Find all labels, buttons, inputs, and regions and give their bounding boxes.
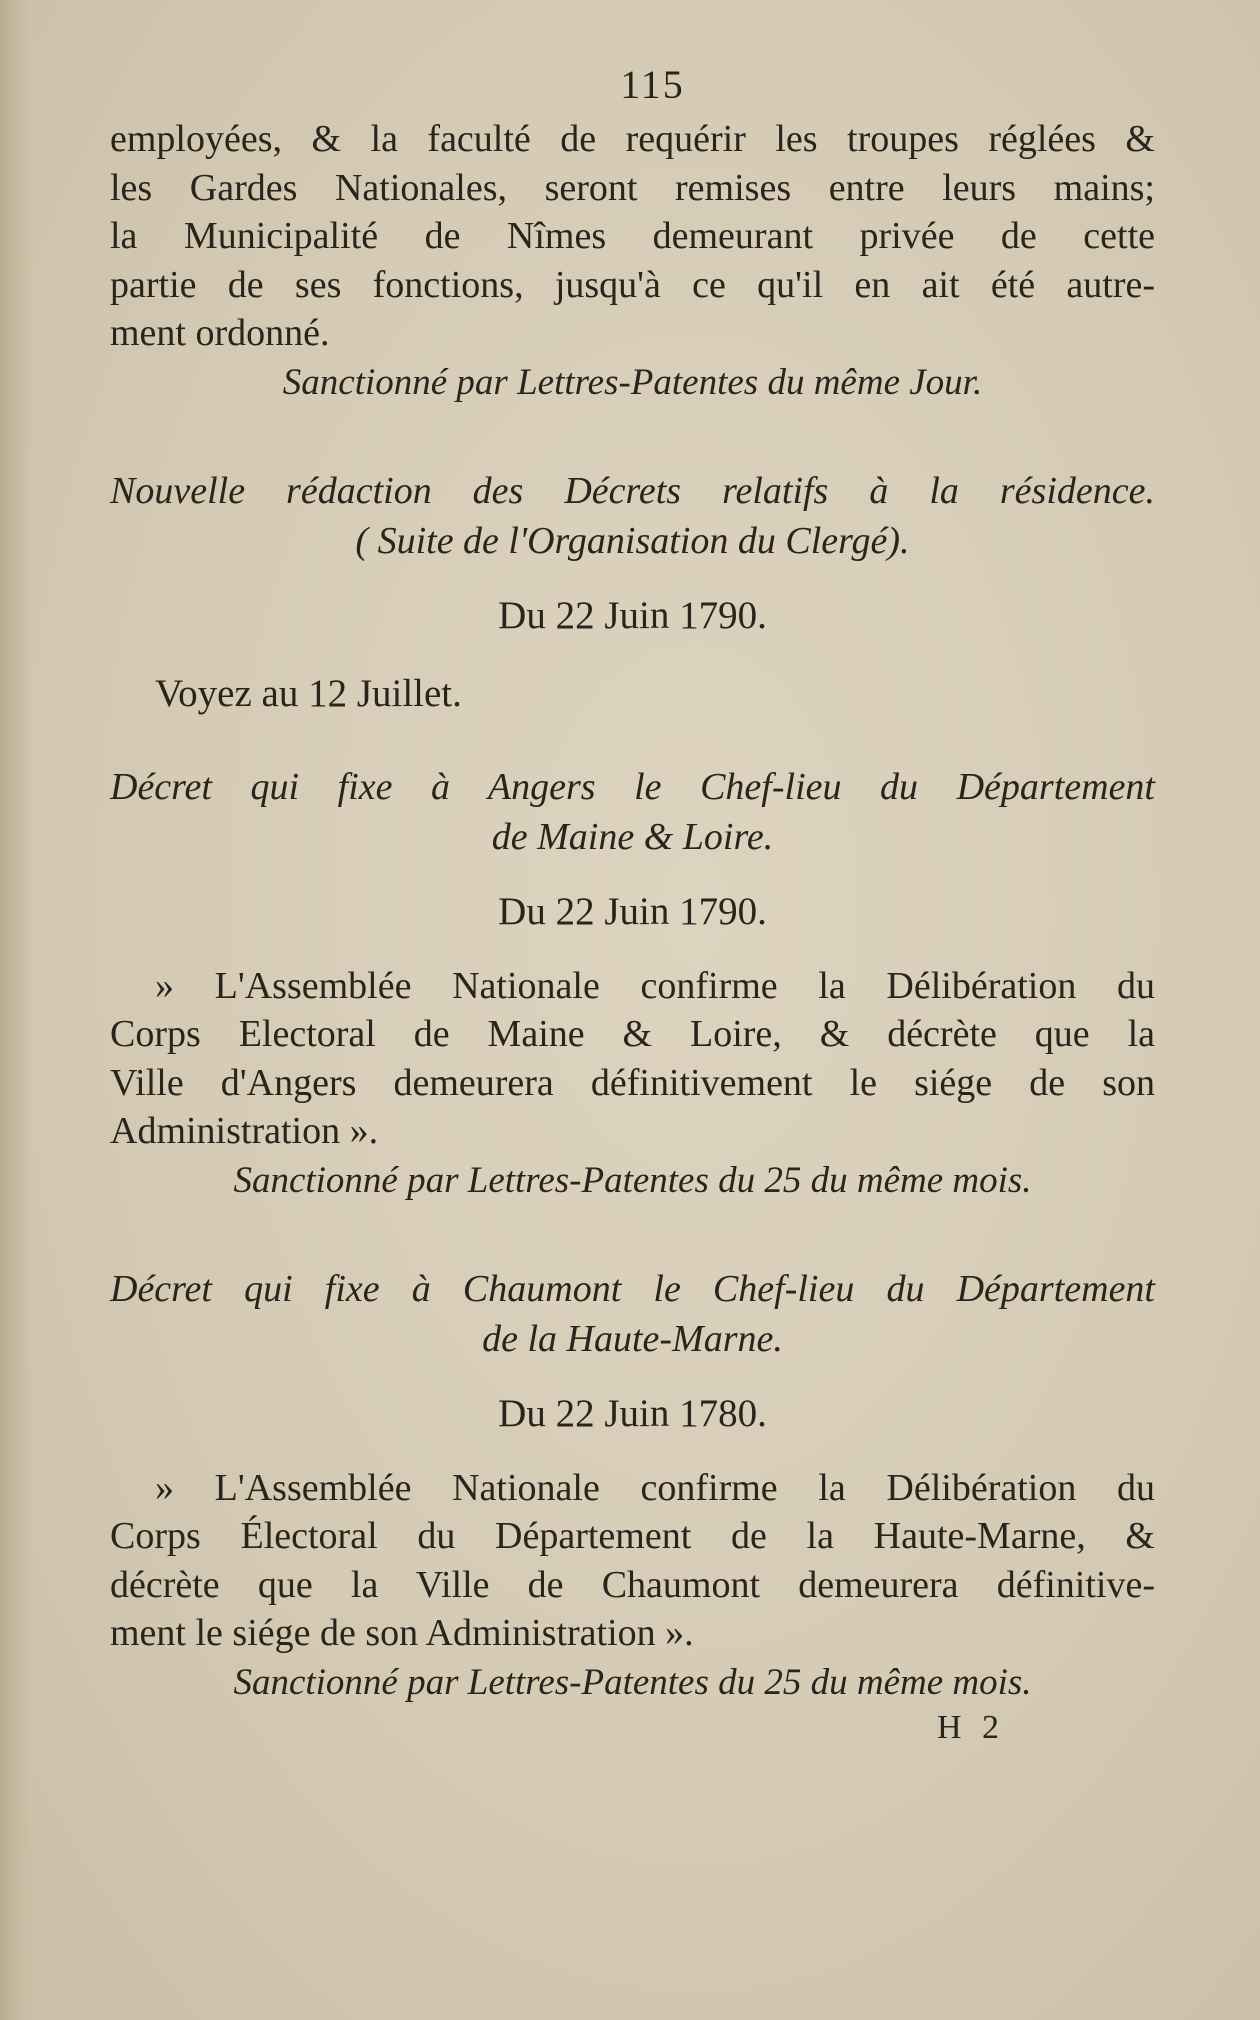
cross-reference: Voyez au 12 Juillet. — [155, 671, 462, 715]
text-line: » L'Assemblée Nationale confirme la Délibération du — [155, 964, 1155, 1007]
decree-paragraph — [110, 1464, 1155, 1658]
decree-date: Du 22 Juin 1790. — [498, 593, 767, 637]
heading-line: ( Suite de l'Organisation du Clergé). — [355, 519, 910, 562]
sanction-line: Sanctionné par Lettres-Patentes du 25 du même mois. — [233, 1661, 1032, 1703]
decree-date: Du 22 Juin 1780. — [498, 1391, 767, 1435]
section-heading — [110, 762, 1155, 862]
text-line: partie de ses fonctions, jusqu'à ce qu'il en ait été autre- — [110, 263, 1155, 306]
heading-line: Décret qui fixe à Chaumont le Chef-lieu du Département — [110, 1267, 1155, 1310]
text-block — [110, 55, 1155, 1748]
text-line: Administration ». — [110, 1110, 379, 1152]
heading-line: de Maine & Loire. — [491, 815, 774, 858]
heading-line: Nouvelle rédaction des Décrets relatifs à la résidence. — [110, 469, 1155, 512]
sanction-line: Sanctionné par Lettres-Patentes du 25 du même mois. — [233, 1159, 1032, 1201]
text-line: » L'Assemblée Nationale confirme la Délibération du — [155, 1466, 1155, 1509]
section-heading — [110, 1264, 1155, 1364]
text-line: Corps Électoral du Département de la Haute-Marne, & — [110, 1515, 1155, 1557]
text-line: ment ordonné. — [110, 312, 330, 354]
signature-mark: H 2 — [936, 1708, 1005, 1746]
text-line: la Municipalité de Nîmes demeurant privée de cette — [110, 215, 1155, 257]
opening-paragraph — [110, 115, 1155, 358]
heading-line: Décret qui fixe à Angers le Chef-lieu du Département — [110, 765, 1155, 808]
sanction-line: Sanctionné par Lettres-Patentes du même Jour. — [282, 361, 983, 403]
text-line: décrète que la Ville de Chaumont demeurera définitive- — [110, 1563, 1155, 1606]
heading-line: de la Haute-Marne. — [482, 1317, 783, 1360]
decree-paragraph — [110, 962, 1155, 1156]
text-line: ment le siége de son Administration ». — [110, 1612, 694, 1654]
text-line: employées, & la faculté de requérir les troupes réglées & — [110, 118, 1155, 160]
page-number: 115 — [620, 62, 685, 107]
text-line: les Gardes Nationales, seront remises entre leurs mains; — [110, 166, 1155, 209]
decree-date: Du 22 Juin 1790. — [498, 889, 767, 933]
page-gutter-shadow — [0, 0, 34, 2020]
section-heading — [110, 466, 1155, 566]
text-line: Corps Electoral de Maine & Loire, & décrète que la — [110, 1013, 1155, 1055]
text-line: Ville d'Angers demeurera définitivement le siége de son — [110, 1061, 1155, 1104]
